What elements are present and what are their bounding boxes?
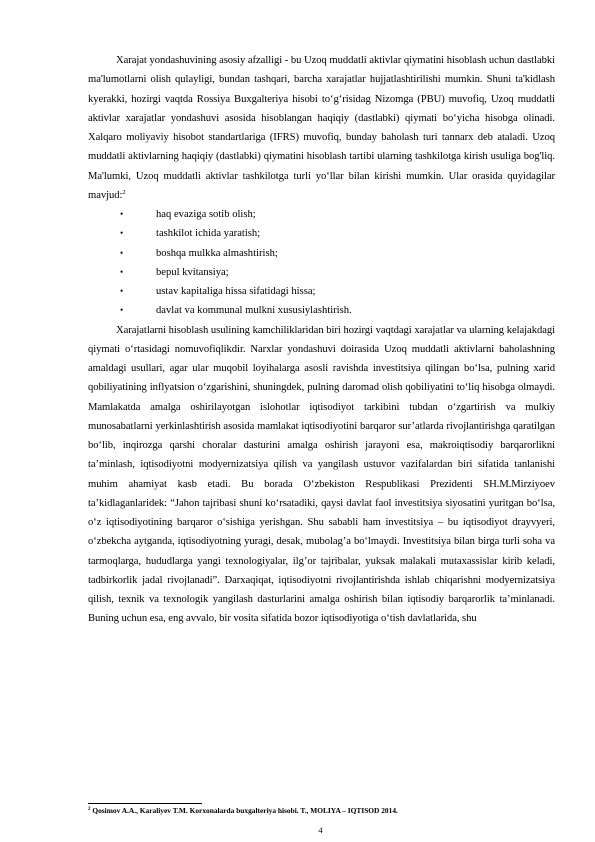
list-item [88, 244, 555, 263]
bullet-icon: • [120, 228, 124, 239]
page-number: 4 [318, 825, 323, 835]
list-item [88, 301, 555, 320]
paragraph-2: Xarajatlarni hisoblash usulining kamchiliklaridan biri hozirgi vaqtdagi xarajatlar va ularning kelajakdagi qiymati o‘rtasidagi nomuvofiqlikdir. Narxlar yondashuvi doirasida Uzoq muddatli aktivlarni baholashning amaldagi usullari, agar ular muqobil loyihalarga asosli ravishda investitsiya qilingan bo‘lsa, pulning xarid qobiliyatining inflyatsion o‘zgarishini, shuningdek, pulning daromad olish qobiliyatini to‘liq hisobga olmaydi. Mamlakatda amalga oshirilayotgan islohotlar iqtisodiyot tarkibini tubdan o‘zgartirish va mulkiy munosabatlarni yerkinlashtirish asosida mamlakat iqtisodiyotini barqaror sur’atlarda rivojlantirishga qaratilgan bo‘lib, inqirozga qarshi choralar dasturini amalga oshirish jarayoni esa, makroiqtisodiy barqarorlikni ta’minlash, iqtisodiyotni modyernizatsiya qilish va yangilash ustuvor vazifalardan biri sifatida tanlanishi muhim ahamiyat kasb etadi. Bu borada O‘zbekiston Respublikasi Prezidenti SH.M.Mirziyoev ta’kidlaganlaridek: “Jahon tajribasi shuni ko‘rsatadiki, qaysi davlat faol investitsiya siyosatini yuritgan bo‘lsa, o‘z iqtisodiyotining barqaror o‘sishiga yerishgan. Shu sababli ham investitsiya – bu iqtisodiyot drayvyeri, o‘zbekcha aytganda, iqtisodiyotning yuragi, desak, mubolag’a bo‘lmaydi. Investitsiya bilan birga turli soha va tarmoqlarga, hududlarga yangi texnologiyalar, ilg’or tajribalar, yuksak malakali mutaxassislar kirib keladi, tadbirkorlik jadal rivojlanadi”. Darxaqiqat, iqtisodiyotni rivojlantirishda ishlab chiqarishni modyernizatsiya qilish, texnik va texnologik yangilash dasturlarini amalga oshirish bilan iqtisodiy barqarorlik ta’minlanadi. Buning uchun esa, eng avvalo, bir vosita sifatida bozor iqtisodiyotiga o‘tish davlatlarida, shu [88, 324, 555, 625]
list-item-text: ustav kapitaliga hissa sifatidagi hissa; [156, 286, 316, 297]
list-item-text: davlat va kommunal mulkni xususiylashtirish. [156, 305, 352, 317]
footnote [88, 806, 555, 815]
list-item-text: bepul kvitansiya; [156, 266, 229, 278]
footnote-number: 2 [88, 807, 91, 812]
bullet-icon: • [120, 266, 124, 277]
paragraph-1 [88, 51, 555, 205]
paragraph-1-text: Xarajat yondashuvining asosiy afzalligi - bu Uzoq muddatli aktivlar qiymatini hisoblash uchun dastlabki ma'lumotlarni olish qulayligi, bundan tashqari, barcha xarajatlar hujjatlashtirilishi mumkin. Shuni ta'kidlash kyerakki, hozirgi vaqtda Rossiya Buxgalteriya hisobi to‘g‘risidag Nizomga (PBU) muvofiq, Uzoq muddatli aktivlar xarajatlar yondashuvi asosida hisoblangan haqiqiy (dastlabki) qiymati bo‘yicha hisobga olinadi. Xalqaro moliyaviy hisobot standartlariga (IFRS) muvofiq, bunday baholash turi tannarx deb ataladi. Uzoq muddatli aktivlarning haqiqiy (dastlabki) qiymatini hisoblash tartibi ularning tashkilotga kirish usuliga bog'liq. Ma'lumki, Uzoq muddatli aktivlar tashkilotga turli yo‘llar bilan kirishi mumkin. Ular orasida quyidagilar mavjud: [88, 55, 555, 201]
list-item [88, 205, 555, 224]
footnote-divider [88, 803, 202, 804]
list-item [88, 263, 555, 282]
list-item [88, 282, 555, 301]
acquisition-methods-list [88, 205, 555, 321]
bullet-icon: • [120, 247, 124, 258]
footnote-reference[interactable]: 2 [122, 188, 126, 196]
list-item [88, 224, 555, 243]
footnote-text: Qosimov A.A., Karaliyev T.M. Korxonalarda buxgalteriya hisobi. T., MOLIYA – IQTISOD 2014. [92, 806, 398, 815]
list-item-text: tashkilot ichida yaratish; [156, 228, 261, 240]
list-item-text: boshqa mulkka almashtirish; [156, 247, 278, 259]
document-body [88, 51, 555, 629]
bullet-icon: • [120, 286, 124, 296]
bullet-icon: • [120, 209, 124, 219]
list-item-text: haq evaziga sotib olish; [156, 209, 256, 220]
bullet-icon: • [120, 305, 124, 316]
